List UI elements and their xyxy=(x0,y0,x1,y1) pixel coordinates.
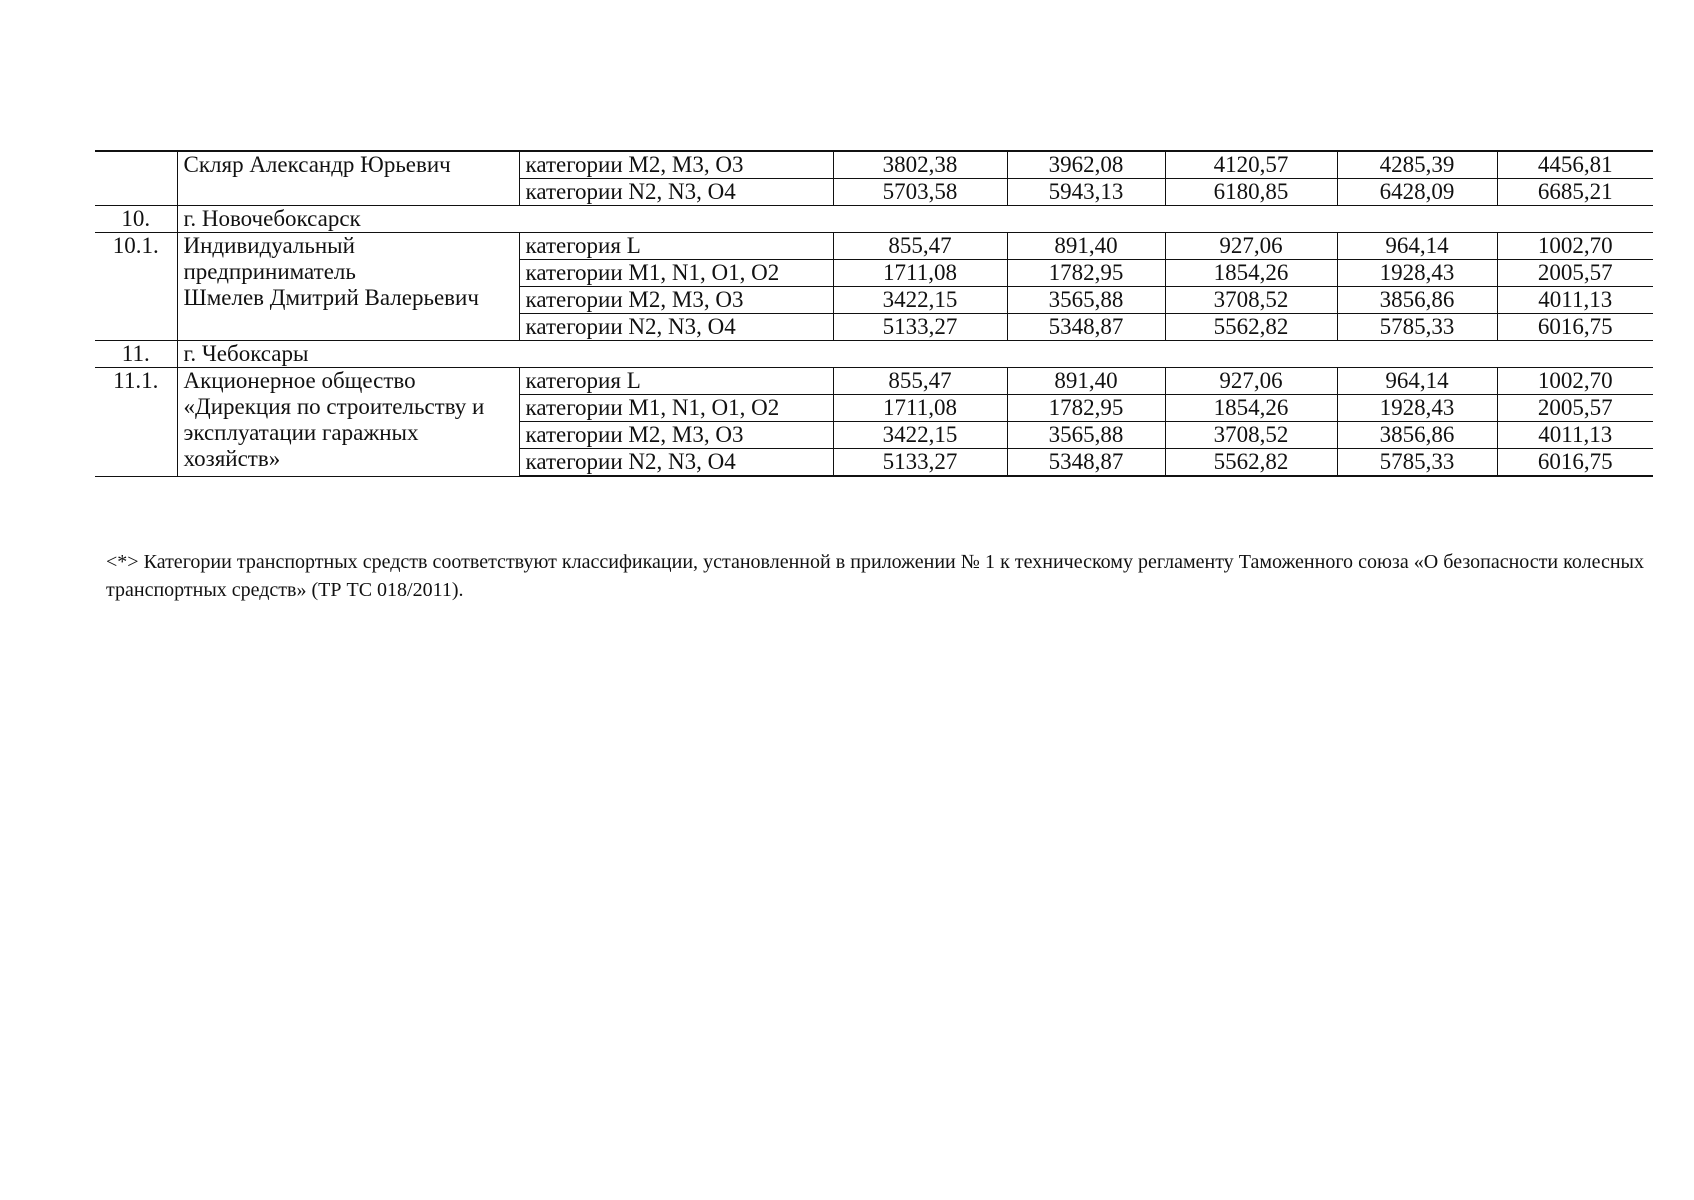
table-row xyxy=(95,151,1653,179)
vehicle-category: категория L xyxy=(519,368,833,395)
vehicle-category: категории М2, М3, О3 xyxy=(519,287,833,314)
tariff-value: 1854,26 xyxy=(1165,260,1337,287)
city-row xyxy=(95,341,1653,368)
tariff-value: 6016,75 xyxy=(1497,449,1653,477)
tariff-value: 4456,81 xyxy=(1497,151,1653,179)
tariff-value: 3565,88 xyxy=(1007,422,1165,449)
tariff-value: 3708,52 xyxy=(1165,422,1337,449)
city-name: г. Новочебоксарск xyxy=(177,206,1653,233)
tariff-value: 891,40 xyxy=(1007,233,1165,260)
vehicle-category: категории N2, N3, О4 xyxy=(519,179,833,206)
tariff-value: 4011,13 xyxy=(1497,287,1653,314)
vehicle-category: категории М2, М3, О3 xyxy=(519,151,833,179)
tariff-value: 4011,13 xyxy=(1497,422,1653,449)
row-number: 10. xyxy=(95,206,177,233)
tariff-value: 5348,87 xyxy=(1007,314,1165,341)
tariff-value: 1782,95 xyxy=(1007,260,1165,287)
tariff-value: 1711,08 xyxy=(833,260,1007,287)
tariff-value: 2005,57 xyxy=(1497,395,1653,422)
tariff-value: 3422,15 xyxy=(833,422,1007,449)
tariff-value: 5785,33 xyxy=(1337,314,1497,341)
tariff-value: 964,14 xyxy=(1337,233,1497,260)
tariff-value: 1002,70 xyxy=(1497,233,1653,260)
tariff-value: 5703,58 xyxy=(833,179,1007,206)
footnote: <*> Категории транспортных средств соответствуют классификации, установленной в приложении № 1 к техническому регламенту Таможенного союза «О безопасности колесных транспортных средств» (ТР ТС 018/2011). xyxy=(106,551,1644,601)
tariff-value: 4120,57 xyxy=(1165,151,1337,179)
tariff-value: 3565,88 xyxy=(1007,287,1165,314)
tariff-value: 3708,52 xyxy=(1165,287,1337,314)
tariff-value: 5785,33 xyxy=(1337,449,1497,477)
tariff-value: 6016,75 xyxy=(1497,314,1653,341)
vehicle-category: категории М2, М3, О3 xyxy=(519,422,833,449)
vehicle-category: категории M1, N1, O1, O2 xyxy=(519,395,833,422)
vehicle-category: категория L xyxy=(519,233,833,260)
tariff-value: 3856,86 xyxy=(1337,287,1497,314)
row-number: 10.1. xyxy=(95,233,177,341)
tariff-value: 1928,43 xyxy=(1337,260,1497,287)
tariff-value: 5348,87 xyxy=(1007,449,1165,477)
tariff-value: 3856,86 xyxy=(1337,422,1497,449)
tariff-value: 5133,27 xyxy=(833,314,1007,341)
tariff-value: 4285,39 xyxy=(1337,151,1497,179)
organization-name: Индивидуальный предприниматель Шмелев Дмитрий Валерьевич xyxy=(177,233,519,341)
city-name: г. Чебоксары xyxy=(177,341,1653,368)
row-number: 11.1. xyxy=(95,368,177,477)
tariff-value: 1854,26 xyxy=(1165,395,1337,422)
city-row xyxy=(95,206,1653,233)
vehicle-category: категории N2, N3, О4 xyxy=(519,449,833,477)
tariff-value: 2005,57 xyxy=(1497,260,1653,287)
tariff-value: 1782,95 xyxy=(1007,395,1165,422)
tariff-value: 6685,21 xyxy=(1497,179,1653,206)
tariff-value: 855,47 xyxy=(833,368,1007,395)
tariff-value: 5562,82 xyxy=(1165,314,1337,341)
tariff-value: 5133,27 xyxy=(833,449,1007,477)
tariff-value: 1002,70 xyxy=(1497,368,1653,395)
table-row xyxy=(95,233,1653,260)
tariff-value: 1928,43 xyxy=(1337,395,1497,422)
vehicle-category: категории N2, N3, О4 xyxy=(519,314,833,341)
tariff-value: 964,14 xyxy=(1337,368,1497,395)
vehicle-category: категории M1, N1, O1, O2 xyxy=(519,260,833,287)
table-row xyxy=(95,368,1653,395)
row-number xyxy=(95,151,177,206)
tariff-value: 1711,08 xyxy=(833,395,1007,422)
tariff-value: 3802,38 xyxy=(833,151,1007,179)
tariff-value: 927,06 xyxy=(1165,368,1337,395)
tariff-value: 6180,85 xyxy=(1165,179,1337,206)
tariff-value: 3962,08 xyxy=(1007,151,1165,179)
organization-name: Акционерное общество «Дирекция по строительству и эксплуатации гаражных хозяйств» xyxy=(177,368,519,477)
tariff-value: 891,40 xyxy=(1007,368,1165,395)
tariff-table xyxy=(95,150,1653,477)
tariff-value: 855,47 xyxy=(833,233,1007,260)
tariff-value: 5562,82 xyxy=(1165,449,1337,477)
tariff-value: 5943,13 xyxy=(1007,179,1165,206)
tariff-value: 6428,09 xyxy=(1337,179,1497,206)
row-number: 11. xyxy=(95,341,177,368)
tariff-value: 927,06 xyxy=(1165,233,1337,260)
tariff-value: 3422,15 xyxy=(833,287,1007,314)
organization-name: Скляр Александр Юрьевич xyxy=(177,151,519,206)
